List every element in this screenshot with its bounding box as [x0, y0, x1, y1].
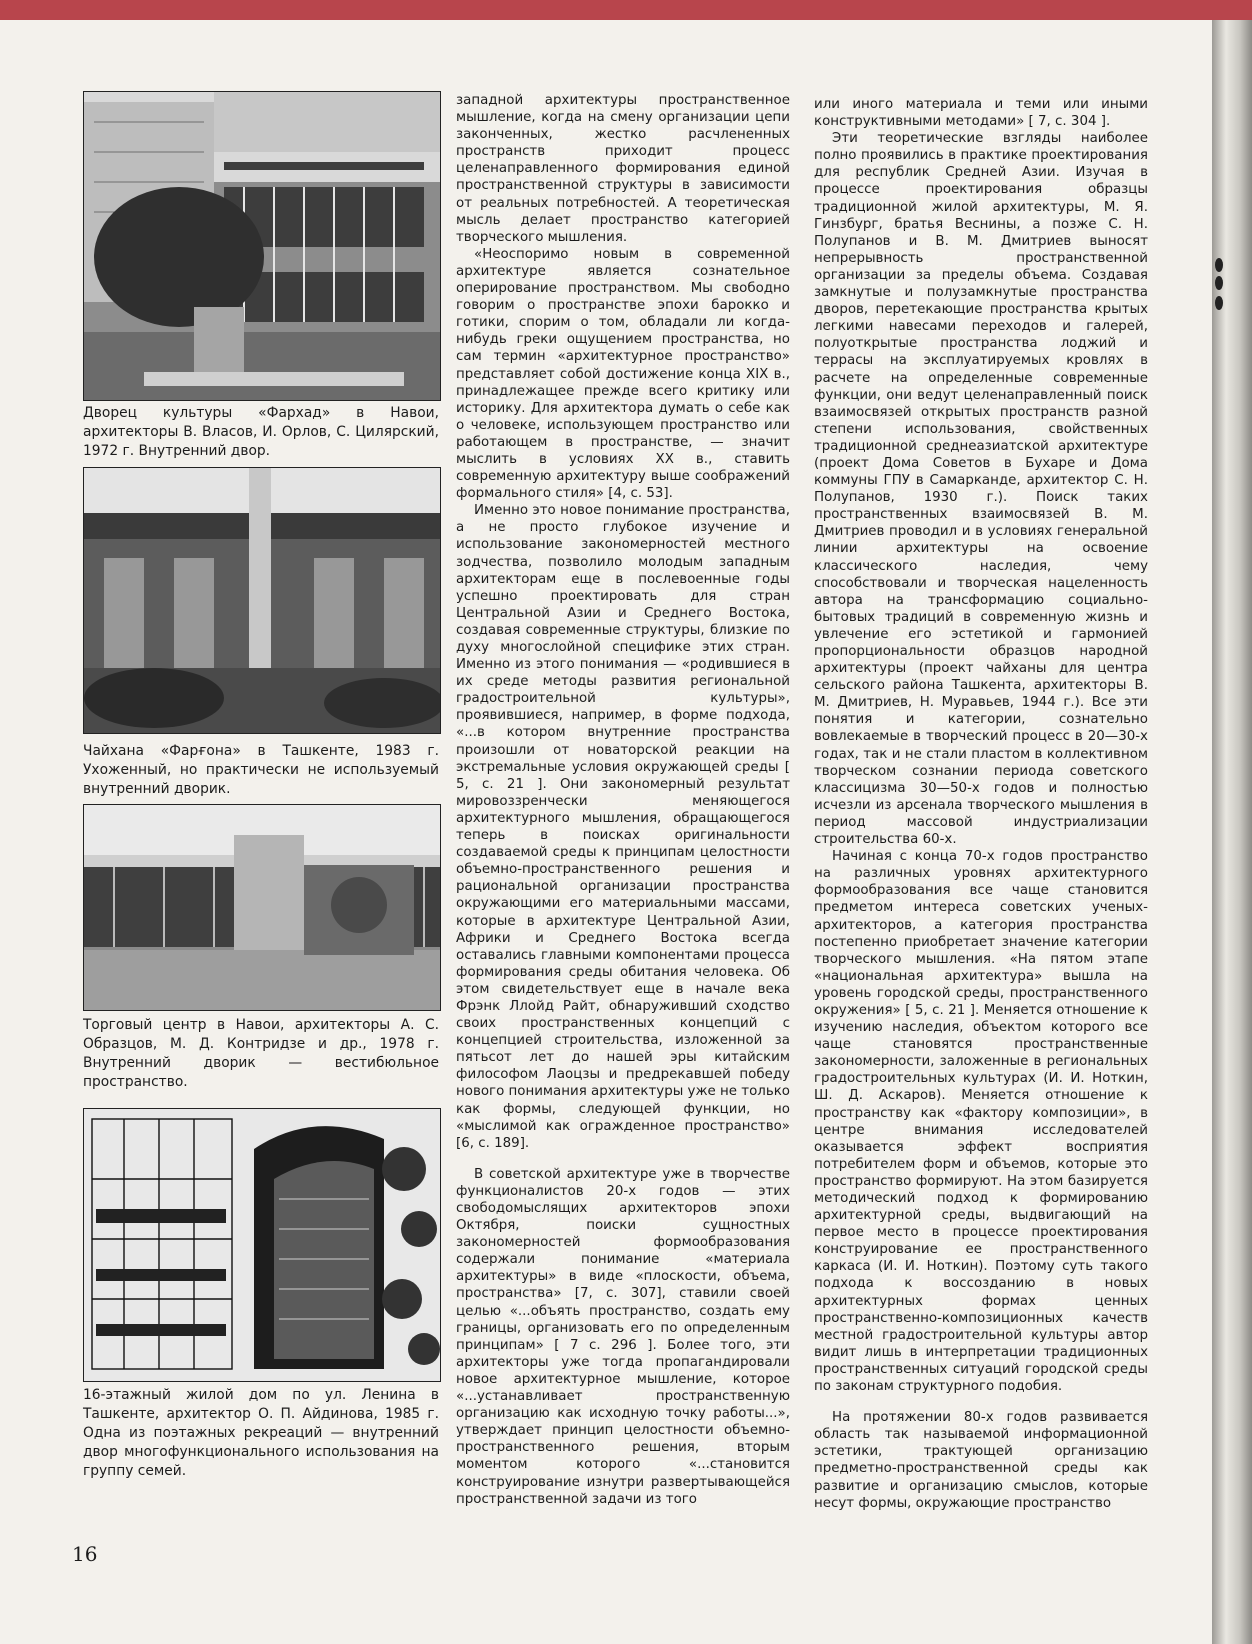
paragraph: На протяжении 80-х годов развивается область так называемой информационной эстетики, трактующей организацию предметно-пространственной среды как развитие и организацию смыслов, которые несут формы, окружающие пространство: [814, 1410, 1148, 1511]
paragraph: Эти теоретические взгляды наиболее полно проявились в практике проектирования для республик Средней Азии. Изучая в процессе проектирования образцы традиционной жилой архитектуры, М. Я. Гинзбург, братья Веснины, а позже С. Н. Полупанов и В. М. Дмитриев выносят непрерывность пространственной организации за пределы объема. Создавая замкнутые и полузамкнутые пространства дворов, перетекающие пространства крытых легкими навесами переходов и галерей, полуоткрытые пространства лоджий и террасы на эксплуатируемых кровлях в расчете на определенные современные функции, они ведут целенаправленный поиск взаимосвязей открытых пространств разной степени использования, свойственных традиционной среднеазиатской архитектуре (проект Дома Советов в Бухаре и Дома коммуны ГПУ в Самарканде, архитектор С. Н. Полупанов, 1930 г.). Поиск таких пространственных взаимосвязей В. М. Дмитриев проводил и в условиях генеральной линии архитектуры на освоение классического наследия, чему способствовали и творческая нацеленность автора на трансформацию социально-бытовых традиций в современную жизнь и увлечение его эстетикой и гармонией пропорциональности образцов народной архитектуры (проект чайханы для центра сельского района Ташкента, архитекторы В. М. Дмитриев, Н. Муравьев, 1944 г.). Все эти понятия и категории, сознательно вовлекаемые в творческий процесс в 20—30-х годах, так и не стали пластом в коллективном творческом сознании периода советского классицизма 30—50-х годов и полностью исчезли из арсенала творческого мышления в период массовой индустриализации строительства 60-х.: [814, 131, 1148, 848]
paragraph: Начиная с конца 70-х годов пространство на различных уровнях архитектурного формообразования все чаще становится предметом интереса советских ученых-архитекторов, а категория пространства постепенно приобретает значение категории творческого мышления. «На пятом этапе «национальная архитектура» вышла на уровень городской среды, пространственного окружения» [ 5, с. 21 ]. Меняется отношение к изучению наследия, объектом которого все чаще становятся пространственные закономерности, заложенные в региональных градостроительных культурах (И. И. Ноткин, Ш. Д. Аскаров). Меняется отношение к пространству как «фактору композиции», в центре внимания исследователей оказывается эффект восприятия потребителем форм и объемов, которые это пространство формируют. На этом базируется методический подход к формированию архитектурной среды, выдвигающий на первое место в процессе проектирования конструирование ее пространственного каркаса (И. И. Ноткин). Поэтому суть такого подхода к воссозданию в новых архитектурных формах ценных пространственно-композиционных качеств местной градостроительной культуры автор видит лишь в интерпретации традиционных пространственных ситуаций городской среды по законам структурного подобия.: [814, 849, 1148, 1395]
paragraph: Именно это новое понимание пространства, а не просто глубокое изучение и использование закономерностей местного зодчества, позволило молодым западным архитекторам еще в послевоенные годы успешно проектировать для стран Центральной Азии и Среднего Востока, создавая современные структуры, близкие по духу многослойной специфике этих стран. Именно из этого понимания — «родившиеся в их среде методы развития региональной градостроительной культуры», проявившиеся, например, в форме подхода, «...в котором внутренние пространства произошли от новаторской реакции на экстремальные условия окружающей среды [ 5, с. 21 ]. Они закономерный результат мировоззренчески меняющегося архитектурного мышления, обращающегося теперь в поисках оригинальности создаваемой среды к принципам целостности объемно-пространственного решения и рациональной организации пространства окружающими его материальными массами, которые в архитектуре Центральной Азии, Африки и Среднего Востока всегда оставались главными компонентами процесса формирования среды обитания человека. Об этом свидетельствует еще в начале века Фрэнк Ллойд Райт, обнаруживший сходство своих пространственных концепций с концепцией строительства, изложенной за пятьсот лет до нашей эры китайским философом Лаоцзы и предрекавшей победу нового понимания архитектуры уже не только как формы, следующей функции, но «мыслимой как огражденное пространство» [6, с. 189].: [456, 503, 790, 1151]
teahouse-photo-icon: [83, 467, 441, 734]
courtyard-photo-icon: [83, 91, 441, 401]
binding-dot-icon: [1215, 296, 1223, 310]
residential-tower-drawing-icon: [83, 1108, 441, 1382]
paragraph: или иного материала и теми или иными конструктивными методами» [ 7, с. 304 ].: [814, 97, 1148, 130]
figure-caption: Чайхана «Фарғона» в Ташкенте, 1983 г. Ухоженный, но практически не используемый внутренний дворик.: [83, 743, 439, 797]
text-column-middle: [456, 92, 790, 1508]
paragraph: В советской архитектуре уже в творчестве функционалистов 20-х годов — этих свободомыслящих архитекторов эпохи Октября, поиски сущностных закономерностей формообразования содержали понимание «материала архитектуры» в виде «плоскости, объема, пространства» [7, с. 307], ставили своей целью «...объять пространство, создать ему границы, организовать его по определенным принципам» [ 7 с. 296 ]. Более того, эти архитекторы уже тогда пропагандировали новое архитектурное мышление, которое «...устанавливает пространственную организацию как исходную точку работы...», утверждает принцип целостности объемно-пространственного решения, вторым моментом которого «...становится конструирование изнутри развертывающейся пространственной задачи из того: [456, 1166, 790, 1507]
paragraph: «Неоспоримо новым в современной архитектуре является сознательное оперирование пространством. Мы свободно говорим о пространстве эпохи барокко и готики, спорим о том, обладали ли когда-нибудь греки ощущением пространства, но сам термин «архитектурное пространство» представляет собой достижение конца XIX в., принадлежащее прежде всего критику или историку. Для архитектора думать о себе как о человеке, использующем пространство или работающем в пространстве, — значит мыслить в условиях XX в., ставить современную архитектуру выше соображений формального стиля» [4, с. 53].: [456, 246, 790, 502]
shopping-center-photo-icon: [83, 804, 441, 1011]
figure-caption: Торговый центр в Навои, архитекторы А. С. Образцов, М. Д. Контридзе и др., 1978 г. Внутренний дворик — вестибюльное пространство.: [83, 1017, 439, 1090]
page-number: 16: [72, 1542, 98, 1566]
paragraph: западной архитектуры пространственное мышление, когда на смену организации цепи законченных, жестко расчлененных пространств приходит процесс целенаправленного формирования единой пространственной структуры в зависимости от реальных потребностей. А теоретическая мысль делает пространство категорией творческого мышления.: [456, 93, 790, 245]
figure-caption: 16-этажный жилой дом по ул. Ленина в Ташкенте, архитектор О. П. Айдинова, 1985 г. Одна из поэтажных рекреаций — внутренний двор многофункционального использования на группу семей.: [83, 1387, 439, 1479]
figure-caption: Дворец культуры «Фархад» в Навои, архитекторы В. Власов, И. Орлов, С. Цилярский, 1972 г. Внутренний двор.: [83, 405, 439, 459]
red-top-band: [0, 0, 1252, 20]
binding-dot-icon: [1215, 258, 1223, 272]
binding-dot-icon: [1215, 276, 1223, 290]
text-column-right: [814, 96, 1148, 1512]
